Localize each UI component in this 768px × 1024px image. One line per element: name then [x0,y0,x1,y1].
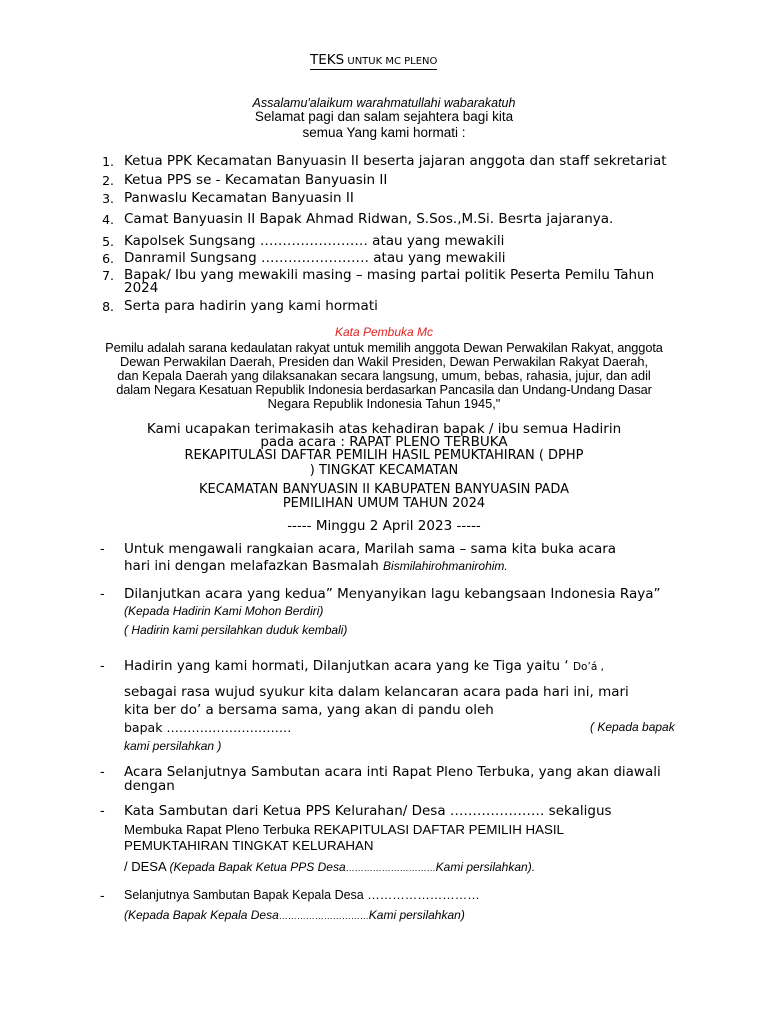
list-number: 6. [102,251,114,266]
pembuka-line: dan Kepala Daerah yang dilaksanakan secara langsung, umum, bebas, rahasia, jujur, dan adil [117,368,651,383]
acara-line: Kami ucapakan terimakasih atas kehadiran bapak / ibu semua Hadirin [146,421,622,437]
list-number: 1. [102,154,114,169]
step-text-italic: Bismilahirohmanirohim. [383,559,508,573]
step-text: Membuka Rapat Pleno Terbuka REKAPITULASI DAFTAR PEMILIH HASIL [124,822,564,837]
step-text: Acara Selanjutnya Sambutan acara inti Rapat Pleno Terbuka, yang akan diawali [124,764,661,780]
list-number: 3. [102,191,114,206]
acara-line: ) TINGKAT KECAMATAN [309,463,459,478]
pembuka-line: Negara Republik Indonesia Tahun 1945," [267,396,501,411]
pembuka-heading: Kata Pembuka Mc [334,325,434,339]
step-text [124,858,535,876]
list-text: Ketua PPK Kecamatan Banyuasin II beserta jajaran anggota dan staff sekretariat [124,153,667,169]
step-text: Kata Sambutan dari Ketua PPS Kelurahan/ Desa ………………… sekaligus [124,803,612,819]
step-text: sebagai rasa wujud syukur kita dalam kelancaran acara pada hari ini, mari [124,684,629,700]
step-dash: - [100,804,105,819]
list-text: Camat Banyuasin II Bapak Ahmad Ridwan, S.Sos.,M.Si. Besrta jajaranya. [124,211,614,227]
step-text: PEMUKTAHIRAN TINGKAT KELURAHAN [124,838,374,853]
step-dots: ………………………… [278,911,369,921]
step-text-small: Do’á , [572,661,604,673]
step-dash: - [100,889,105,904]
step-note: ( Hadirin kami persilahkan duduk kembali) [124,623,348,637]
list-number: 2. [102,173,114,188]
step-dash: - [100,542,105,557]
title-small: UNTUK MC PLENO [344,56,438,67]
step-text: Selanjutnya Sambutan Bapak Kepala Desa ……………………… [124,888,480,902]
acara-line: REKAPITULASI DAFTAR PEMILIH HASIL PEMUKTAHIRAN ( DPHP [184,448,584,463]
step-text [124,658,604,674]
step-note: ( Kepada bapak [590,720,675,734]
list-text-continued: 2024 [124,280,159,296]
step-note: Kami persilahkan) [368,908,465,922]
list-number: 4. [102,212,114,227]
step-note-line [124,906,465,924]
step-text: dengan [124,778,175,794]
list-number: 8. [102,299,114,314]
pembuka-line: dalam Negara Kesatuan Republik Indonesia berdasarkan Pancasila dan Undang-Undang Dasar [116,382,652,397]
step-note: (Kepada Bapak Kepala Desa [124,908,279,922]
step-dash: - [100,587,105,602]
step-note: (Kepada Bapak Ketua PPS Desa [169,860,346,874]
pembuka-line: Pemilu adalah sarana kedaulatan rakyat untuk memilih anggota Dewan Perwakilan Rakyat, anggota [105,340,663,355]
step-text-part: hari ini dengan melafazkan Basmalah [124,558,384,574]
step-text-part: / DESA [124,859,170,874]
step-note: (Kepada Hadirin Kami Mohon Berdiri) [124,604,324,618]
step-text: kita ber do’ a bersama sama, yang akan di pandu oleh [124,702,494,718]
list-text: Serta para hadirin yang kami hormati [124,298,378,314]
greeting-line3: semua Yang kami hormati : [302,125,466,140]
step-dots: ………………………… [345,863,436,873]
step-note: kami persilahkan ) [124,739,222,753]
title-big: TEKS [310,52,345,68]
step-text: Dilanjutkan acara yang kedua” Menyanyikan lagu kebangsaan Indonesia Raya” [124,586,661,602]
greeting-line2: Selamat pagi dan salam sejahtera bagi kita [254,109,514,124]
list-text: Ketua PPS se - Kecamatan Banyuasin II [124,172,388,188]
list-text: Danramil Sungsang …………………… atau yang mewakili [124,250,506,266]
step-text [124,558,508,574]
list-text: Kapolsek Sungsang …………………… atau yang mewakili [124,233,505,249]
step-text-part: Hadirin yang kami hormati, Dilanjutkan acara yang ke Tiga yaitu ‘ [124,658,573,674]
list-text: Bapak/ Ibu yang mewakili masing – masing partai politik Peserta Pemilu Tahun [124,267,655,283]
document-title [310,52,437,70]
list-text: Panwaslu Kecamatan Banyuasin II [124,190,354,206]
acara-line: PEMILIHAN UMUM TAHUN 2024 [282,496,486,511]
step-note: Kami persilahkan). [435,860,536,874]
step-text: Untuk mengawali rangkaian acara, Marilah sama – sama kita buka acara [124,541,617,557]
pembuka-line: Dewan Perwakilan Daerah, Presiden dan Wakil Presiden, Dewan Perwakilan Rakyat Daerah, [119,354,648,369]
step-dash: - [100,659,105,674]
step-dash: - [100,765,105,780]
list-number: 7. [102,268,114,283]
step-text: bapak ………………………… [124,720,292,735]
acara-date: ----- Minggu 2 April 2023 ----- [287,518,481,534]
acara-line: pada acara : RAPAT PLENO TERBUKA [260,434,508,450]
list-number: 5. [102,234,114,249]
greeting-salam: Assalamu'alaikum warahmatullahi wabarakatuh [252,96,516,110]
acara-line: KECAMATAN BANYUASIN II KABUPATEN BANYUASIN PADA [198,482,570,497]
